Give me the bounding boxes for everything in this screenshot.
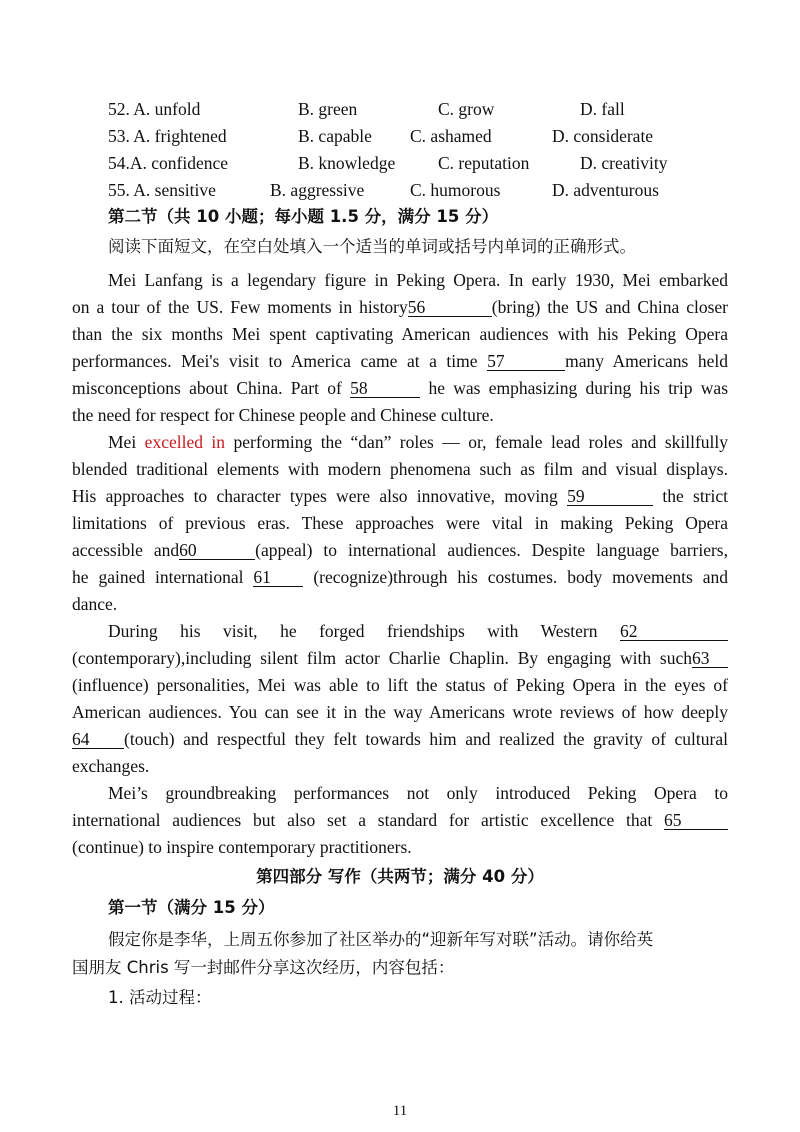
highlighted-phrase: excelled in xyxy=(144,432,226,452)
option-a: 52. A. unfold xyxy=(108,99,201,119)
passage-line: accessible and60 (appeal) to international audiences. Despite language barriers, xyxy=(72,540,728,560)
blank-62: 62 xyxy=(620,622,728,641)
blank-57: 57 xyxy=(487,352,565,371)
task-item: 1. 活动过程： xyxy=(108,988,212,1007)
blank-59: 59 xyxy=(567,487,653,506)
blank-63: 63 xyxy=(692,649,728,668)
option-a: 55. A. sensitive xyxy=(108,180,216,200)
blank-60: 60 xyxy=(179,541,255,560)
option-b: B. capable xyxy=(298,126,372,146)
task-line: 假定你是李华，上周五你参加了社区举办的“迎新年写对联”活动。请你给英 xyxy=(108,930,654,949)
option-b: B. aggressive xyxy=(270,180,365,200)
part-heading: 第四部分 写作（共两节；满分 40 分） xyxy=(256,867,544,886)
section-instruction: 阅读下面短文，在空白处填入一个适当的单词或括号内单词的正确形式。 xyxy=(108,237,636,256)
passage-line: During his visit, he forged friendships with Western 62 xyxy=(108,620,728,642)
passage-line: (contemporary),including silent film actor Charlie Chaplin. By engaging with such63 xyxy=(72,647,728,669)
passage-line: Mei’s groundbreaking performances not only introduced Peking Opera to xyxy=(108,783,728,803)
passage-line: blended traditional elements with modern phenomena such as film and visual displays. xyxy=(72,459,728,479)
option-c: C. ashamed xyxy=(410,126,492,146)
option-b: B. green xyxy=(298,99,358,119)
option-b: B. knowledge xyxy=(298,153,396,173)
passage-line: misconceptions about China. Part of 58 he was emphasizing during his trip was xyxy=(72,378,729,398)
passage-line: Mei Lanfang is a legendary figure in Peking Opera. In early 1930, Mei embarked xyxy=(108,270,728,290)
passage-line: the need for respect for Chinese people and Chinese culture. xyxy=(72,405,494,425)
option-c: C. grow xyxy=(438,99,495,119)
passage-line: performances. Mei's visit to America came at a time 57 many Americans held xyxy=(72,351,729,371)
task-line: 国朋友 Chris 写一封邮件分享这次经历，内容包括： xyxy=(72,958,455,977)
passage-line: on a tour of the US. Few moments in history56 (bring) the US and China closer xyxy=(72,297,729,317)
passage-line: limitations of previous eras. These approaches were vital in making Peking Opera xyxy=(72,513,728,533)
blank-64: 64 xyxy=(72,730,124,749)
passage-line: he gained international 61 (recognize)through his costumes. body movements and xyxy=(72,567,729,587)
passage-line: 64 (touch) and respectful they felt towards him and realized the gravity of cultural xyxy=(72,729,728,749)
option-d: D. considerate xyxy=(552,126,654,146)
option-a: 53. A. frightened xyxy=(108,126,227,146)
section-heading: 第二节（共 10 小题；每小题 1.5 分，满分 15 分） xyxy=(108,207,499,226)
passage-line: American audiences. You can see it in the way Americans wrote reviews of how deeply xyxy=(72,702,728,722)
passage-line: dance. xyxy=(72,594,118,614)
option-d: D. creativity xyxy=(580,153,668,173)
passage-line: Mei excelled in performing the “dan” roles — or, female lead roles and skillfully xyxy=(108,432,729,452)
passage-line: exchanges. xyxy=(72,756,150,776)
option-c: C. reputation xyxy=(438,153,530,173)
passage-line: His approaches to character types were also innovative, moving 59 the strict xyxy=(72,486,729,506)
page-number: 11 xyxy=(392,1103,408,1119)
passage-line: (continue) to inspire contemporary practitioners. xyxy=(72,837,412,857)
option-d: D. adventurous xyxy=(552,180,659,200)
passage-line: international audiences but also set a standard for artistic excellence that 65 xyxy=(72,809,728,831)
option-c: C. humorous xyxy=(410,180,501,200)
passage-line: than the six months Mei spent captivating American audiences with his Peking Opera xyxy=(72,324,728,344)
passage-line: (influence) personalities, Mei was able to lift the status of Peking Opera in the eyes of xyxy=(72,675,728,695)
blank-61: 61 xyxy=(253,568,303,587)
blank-58: 58 xyxy=(350,379,420,398)
option-d: D. fall xyxy=(580,99,625,119)
blank-56: 56 xyxy=(408,298,492,317)
subsection-heading: 第一节（满分 15 分） xyxy=(108,898,275,917)
blank-65: 65 xyxy=(664,811,728,830)
option-a: 54.A. confidence xyxy=(108,153,229,173)
